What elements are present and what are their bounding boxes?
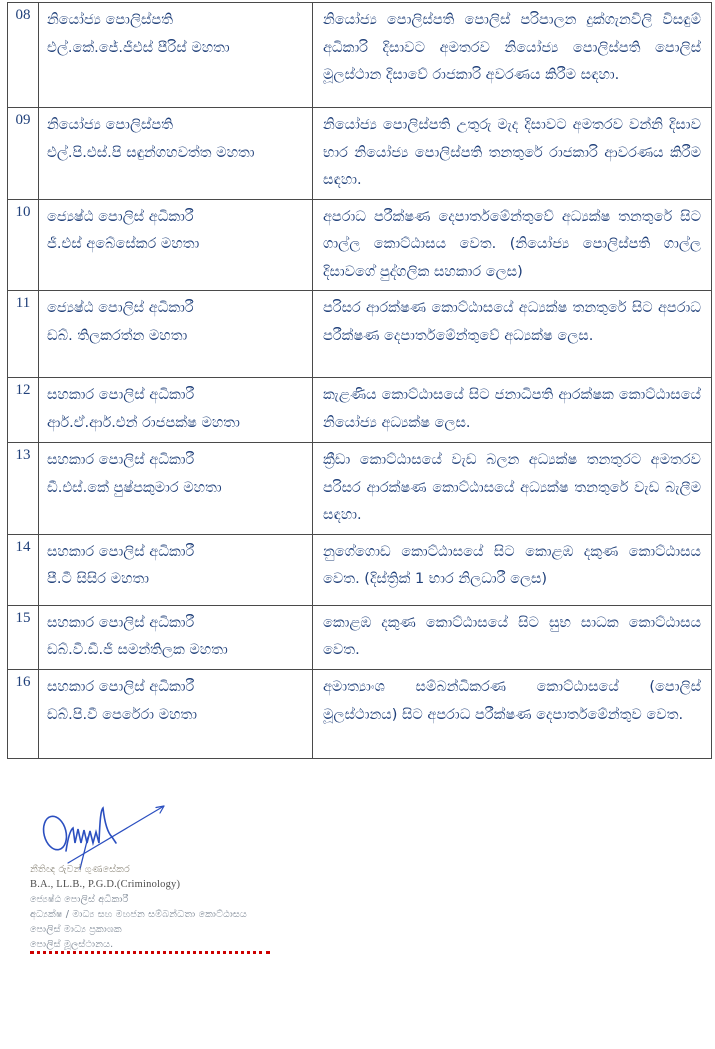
row-number: 11 — [8, 291, 39, 378]
officer-name: ඩබ්. තිලකරත්න මහතා — [47, 327, 188, 344]
row-number: 12 — [8, 378, 39, 443]
officer-cell — [39, 670, 313, 759]
officer-cell — [39, 534, 313, 605]
officer-rank: ජ්‍යෙෂ්ඨ පොලිස් අධිකාරී — [47, 300, 194, 317]
officer-cell — [39, 443, 313, 535]
officer-name: එල්.පි.එස්.පි සඳුන්ගහවත්ත මහතා — [47, 144, 255, 161]
signature-image — [38, 793, 178, 873]
officer-cell — [39, 199, 313, 291]
officer-name: පී.ටී සිසිර මහතා — [47, 571, 150, 588]
officer-rank: සහකාර පොලිස් අධිකාරී — [47, 679, 195, 696]
red-dotted-separator — [30, 950, 270, 954]
officer-cell — [39, 3, 313, 108]
transfer-description: නුගේගොඩ කොට්ඨාසයේ සිට කොළඹ දකුණ කොට්ඨාසය වෙත. (දිස්ත්‍රික් 1 භාර නිලධාරී ලෙස) — [313, 534, 712, 605]
row-number: 14 — [8, 534, 39, 605]
officer-rank: සහකාර පොලිස් අධිකාරී — [47, 452, 195, 469]
officer-name: ඩබ්.වී.ඩී.ජී සමන්තිලක මහතා — [47, 642, 228, 659]
officer-cell — [39, 291, 313, 378]
officer-name: ඩබ්.පි.වී පෙරේරා මහතා — [47, 706, 198, 723]
officer-rank: ජ්‍යෙෂ්ඨ පොලිස් අධිකාරී — [47, 208, 194, 225]
officer-cell — [39, 605, 313, 669]
officer-name: එල්.කේ.ජේ.ජීඑස් පීරිස් මහතා — [47, 39, 230, 56]
table-row — [8, 605, 712, 669]
row-number: 08 — [8, 3, 39, 108]
transfer-description: ක්‍රීඩා කොට්ඨාසයේ වැඩ බලන අධ්‍යක්ෂ තනතුරට අමතරව පරිසර ආරක්ෂණ කොට්ඨාසයේ අධ්‍යක්ෂ තනතුරේ වැඩ බැලීම සඳහා. — [313, 443, 712, 535]
officer-rank: නියෝජ්‍ය පොලිස්පති — [47, 117, 174, 133]
officer-name: ඩී.එස්.කේ පුෂ්පකුමාර මහතා — [47, 479, 222, 496]
table-row — [8, 291, 712, 378]
row-number: 16 — [8, 670, 39, 759]
officer-cell — [39, 378, 313, 443]
transfer-description: පරිසර ආරක්ෂණ කොට්ඨාසයේ අධ්‍යක්ෂ තනතුරේ සිට අපරාධ පරීක්ෂණ දෙපාර්තමේන්තුවේ අධ්‍යක්ෂ ලෙස. — [313, 291, 712, 378]
signatory-role: පොලිස් මාධ්‍ය ප්‍රකාශක — [30, 924, 122, 935]
table-row — [8, 378, 712, 443]
transfer-description: අපරාධ පරීක්ෂණ දෙපාර්තමේන්තුවේ අධ්‍යක්ෂ තනතුරේ සිට ගාල්ල කොට්ඨාසය වෙත. (නියෝජ්‍ය පොලිස්පති ගාල්ල දිසාවගේ පුද්ගලික සහකාර ලෙස) — [313, 199, 712, 291]
transfer-description: අමාත්‍යාංශ සම්බන්ධිකරණ කොට්ඨාසයේ (පොලිස් මූලස්ථානය) සිට අපරාධ පරීක්ෂණ දෙපාර්තමේන්තුව වෙත. — [313, 670, 712, 759]
transfer-description: කොළඹ දකුණ කොට්ඨාසයේ සිට සුභ සාධක කොට්ඨාසය වෙත. — [313, 605, 712, 669]
officer-rank: සහකාර පොලිස් අධිකාරී — [47, 614, 195, 631]
officer-rank: සහකාර පොලිස් අධිකාරී — [47, 543, 195, 560]
signatory-designation: අධ්‍යක්ෂ / මාධ්‍ය සහ මහජන සම්බන්ධතා කොට්ඨාසය — [30, 909, 247, 920]
table-row — [8, 534, 712, 605]
officer-rank: නියෝජ්‍ය පොලිස්පති — [47, 12, 174, 28]
table-row — [8, 3, 712, 108]
signatory-rank: ජ්‍යෙෂ්ඨ පොලිස් අධිකාරී — [30, 894, 129, 905]
transfer-description: නියෝජ්‍ය පොලිස්පති උතුරු මැද දිසාවට අමතරව වන්නි දිසාව භාර නියෝජ්‍ය පොලිස්පති තනතුරේ රාජකාරි ආවරණය කිරීම සඳහා. — [313, 108, 712, 200]
transfers-table — [7, 2, 712, 759]
officer-cell — [39, 108, 313, 200]
row-number: 15 — [8, 605, 39, 669]
row-number: 13 — [8, 443, 39, 535]
signatory-station: පොලිස් මූලස්ථානය. — [30, 939, 114, 950]
officer-name: ජී.එස් අබේසේකර මහතා — [47, 236, 200, 253]
signature-block — [30, 862, 247, 952]
officer-name: ආර්.ඒ.ආර්.එන් රාජපක්ෂ මහතා — [47, 414, 240, 431]
table-row — [8, 108, 712, 200]
table-row — [8, 443, 712, 535]
row-number: 09 — [8, 108, 39, 200]
signatory-qualifications: B.A., LL.B., P.G.D.(Criminology) — [30, 879, 181, 890]
table-row — [8, 199, 712, 291]
transfer-description: නියෝජ්‍ය පොලිස්පති පොලිස් පරිපාලන දුක්ගැනවිලි විසඳුම් අධිකාරි දිසාවට අමතරව නියෝජ්‍ය පොලිස්පති පොලිස් මූලස්ථාන දිසාවේ රාජකාරි අවරණය කිරීම සඳහා. — [313, 3, 712, 108]
officer-rank: සහකාර පොලිස් අධිකාරී — [47, 387, 195, 404]
table-row — [8, 670, 712, 759]
transfer-description: කැළණිය කොට්ඨාසයේ සිට ජනාධිපති ආරක්ෂක කොට්ඨාසයේ නියෝජ්‍ය අධ්‍යක්ෂ ලෙස. — [313, 378, 712, 443]
signatory-name: නීතිඥ රුවන් ගුණසේකර — [30, 864, 130, 875]
row-number: 10 — [8, 199, 39, 291]
